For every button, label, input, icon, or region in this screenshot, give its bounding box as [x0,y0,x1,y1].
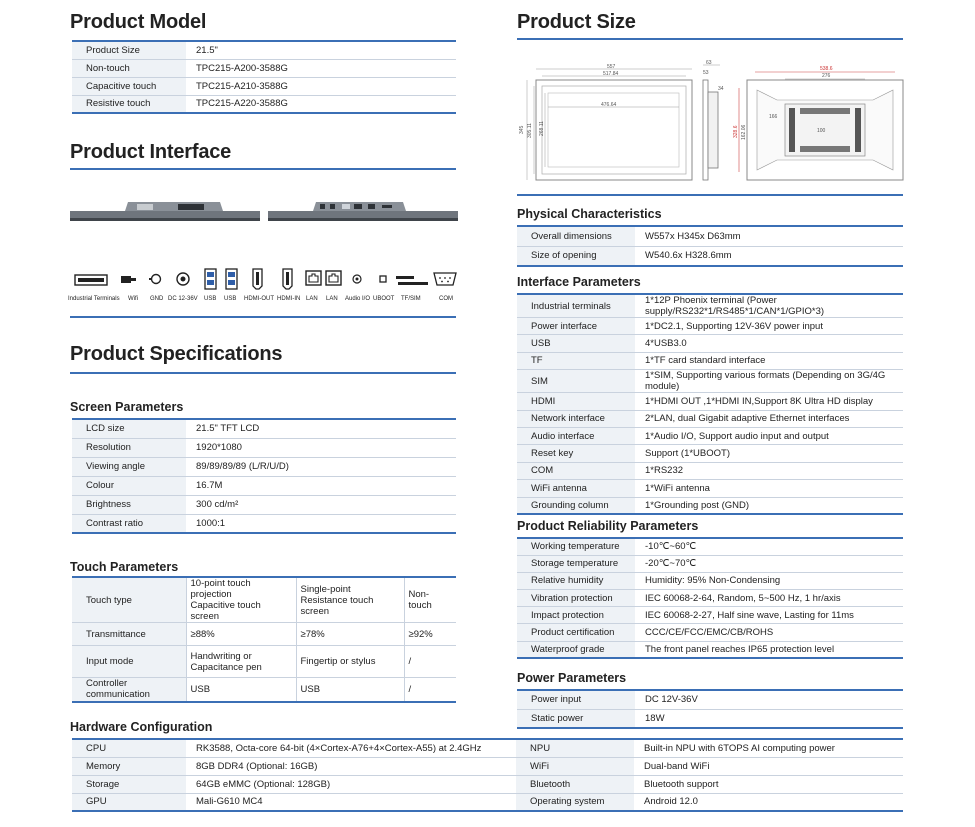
row-value: 8GB DDR4 (Optional: 16GB) [196,760,318,772]
touch-parameters-title: Touch Parameters [70,560,179,574]
table-row [72,59,456,77]
table-row [72,438,456,457]
table-row [72,41,456,59]
svg-text:166: 166 [769,114,778,120]
row-label: GPU [72,793,186,811]
table-row [517,624,903,641]
interface-parameters-table [517,293,903,515]
table-row [517,480,903,497]
device-view-right [268,202,458,221]
svg-text:328.6: 328.6 [733,125,739,138]
row-label: Industrial terminals [517,294,635,318]
com-icon [434,273,456,285]
wifi-antenna-icon [121,276,136,283]
front-view [519,64,692,180]
device-view-left [70,202,260,221]
row-label: SIM [517,370,635,393]
row-value: 16.7M [196,480,223,491]
table-row [72,775,516,793]
row-value: 1920*1080 [196,442,242,453]
row-label: Resistive touch [72,95,186,113]
size-rule-bottom [517,194,903,196]
row-value: USB [296,678,404,702]
row-label: WiFi antenna [517,480,635,497]
row-label: Vibration protection [517,590,635,607]
row-value: 4*USB3.0 [645,338,687,350]
row-label: Storage [72,775,186,793]
row-label: WiFi [516,757,634,775]
row-label: COM [517,462,635,479]
row-value: USB [186,678,296,702]
row-label: Resolution [72,438,186,457]
table-row [72,457,456,476]
interface-rule-bottom [70,316,456,318]
table-row [517,445,903,462]
row-value: TPC215-A210-3588G [196,80,288,92]
specifications-rule [70,372,456,374]
row-label: Operating system [516,793,634,811]
table-row [516,775,903,793]
row-label: Bluetooth [516,775,634,793]
port-label: LAN [326,296,338,302]
row-value: 21.5" TFT LCD [196,423,260,435]
table-row [517,352,903,369]
table-row [517,709,903,728]
screen-parameters-title: Screen Parameters [70,400,184,414]
reliability-parameters-table [517,537,903,659]
row-value: Single-point Resistance touch screen [296,577,404,623]
table-row [517,335,903,352]
row-label: Impact protection [517,607,635,624]
row-value: Android 12.0 [644,796,698,808]
table-row [517,607,903,624]
svg-text:276: 276 [822,73,831,79]
interface-parameters-title: Interface Parameters [517,275,641,289]
gnd-icon [149,275,161,284]
dc-power-icon [177,273,189,285]
power-parameters-table [517,689,903,729]
row-value: -10℃~60℃ [645,541,697,553]
row-value: 1*WiFi antenna [645,482,710,494]
row-label: Non-touch [72,59,186,77]
row-label: Network interface [517,410,635,427]
table-row [516,757,903,775]
table-row [72,95,456,113]
svg-text:538.6: 538.6 [820,66,833,72]
table-row [72,514,456,533]
row-value: RK3588, Octa-core 64-bit (4×Cortex-A76+4×Cortex-A55) at 2.4GHz [196,742,482,754]
row-label: Power input [517,690,635,709]
row-value: 1*Audio I/O, Support audio input and output [645,430,829,442]
table-row [517,226,903,246]
row-label: TF [517,352,635,369]
row-value: 64GB eMMC (Optional: 128GB) [196,778,331,790]
row-label: Product certification [517,624,635,641]
svg-text:268.11: 268.11 [539,121,545,136]
audio-io-icon [353,275,361,283]
row-label: Power interface [517,318,635,335]
row-value: 18W [645,712,665,724]
row-value: Humidity: 95% Non-Condensing [645,575,781,587]
tf-sim-icon [396,276,428,285]
side-view [703,60,724,180]
row-label: NPU [516,739,634,757]
svg-text:100: 100 [817,128,826,134]
port-icon-row [70,266,460,294]
device-bottom-views [70,198,460,226]
port-label: HDMI-OUT [244,296,274,302]
row-label: Memory [72,757,186,775]
row-label: Brightness [72,495,186,514]
port-label: USB [224,296,237,302]
product-size-title: Product Size [517,11,636,33]
row-value: Handwriting or Capacitance pen [186,646,296,678]
table-row [72,623,456,646]
interface-rule-top [70,168,456,170]
port-label: UBOOT [373,296,395,302]
reliability-parameters-title: Product Reliability Parameters [517,519,699,533]
row-label: CPU [72,739,186,757]
table-row [516,793,903,811]
port-label: COM [439,296,453,302]
port-label: USB [204,296,217,302]
row-label: Capacitive touch [72,77,186,95]
table-row [517,294,903,318]
table-row [72,577,456,623]
port-label: GND [150,296,164,302]
uboot-icon [380,276,386,282]
row-value: TPC215-A220-3588G [196,98,288,110]
row-label: Size of opening [517,246,635,266]
row-value: 1*HDMI OUT ,1*HDMI IN,Support 8K Ultra HD display [645,395,873,407]
table-row [72,77,456,95]
table-row [72,646,456,678]
table-row [517,590,903,607]
table-row [72,757,516,775]
table-row [517,246,903,266]
physical-characteristics-table [517,225,903,267]
port-label: Industrial Terminals [68,296,120,302]
svg-text:162.06: 162.06 [741,124,747,140]
table-row [517,641,903,658]
power-parameters-title: Power Parameters [517,671,627,685]
hardware-table-right [516,738,903,812]
screen-parameters-table [72,418,456,534]
table-row [517,497,903,514]
row-label: Overall dimensions [517,226,635,246]
row-value: The front panel reaches IP65 protection level [645,643,835,655]
row-label: Relative humidity [517,572,635,589]
row-label: Grounding column [517,497,635,514]
table-row [72,476,456,495]
row-value: Bluetooth support [644,778,719,790]
product-specifications-title: Product Specifications [70,343,283,365]
row-value: ≥92% [408,628,433,640]
table-row [72,678,456,702]
table-row [517,690,903,709]
product-model-table [72,40,456,114]
lan-icon-1 [306,271,321,285]
usb-icon-1 [205,269,216,289]
row-label: Reset key [517,445,635,462]
hdmi-in-icon [283,269,292,289]
row-value: 1*DC2.1, Supporting 12V-36V power input [645,320,823,332]
touch-parameters-table [72,576,456,703]
row-label: Product Size [72,41,186,59]
table-row [516,739,903,757]
table-row [72,739,516,757]
row-value: / [408,683,412,695]
svg-text:517.84: 517.84 [603,71,619,77]
table-row [72,495,456,514]
row-value: Fingertip or stylus [296,646,404,678]
row-label: Waterproof grade [517,641,635,658]
size-rule-top [517,38,903,40]
row-value: ≥78% [296,623,404,646]
row-value: -20℃~70℃ [645,558,697,570]
row-label: HDMI [517,393,635,410]
table-row [72,419,456,438]
row-value: 1*Grounding post (GND) [645,499,750,511]
row-value: 1*RS232 [645,465,684,477]
row-label: Controller communication [72,678,186,702]
row-value: 10-point touch projection Capacitive touch screen [186,577,296,623]
row-label: Storage temperature [517,555,635,572]
row-value: Support (1*UBOOT) [645,448,730,460]
row-value: W557x H345x D63mm [645,230,741,242]
row-value: Dual-band WiFi [644,760,710,772]
dimension-drawing [517,52,907,192]
row-label: Transmittance [72,623,186,646]
row-value: IEC 60068-2-64, Random, 5~500 Hz, 1 hr/axis [645,592,841,604]
row-label: USB [517,335,635,352]
port-label: TF/SIM [401,296,421,302]
lan-icon-2 [326,271,341,285]
row-value: 300 cd/m² [196,499,239,510]
table-row [517,393,903,410]
row-value: TPC215-A200-3588G [196,62,288,74]
row-value: Built-in NPU with 6TOPS AI computing power [644,742,835,754]
product-model-title: Product Model [70,11,207,33]
table-row [72,793,516,811]
row-value: ≥88% [186,623,296,646]
row-value: W540.6x H328.6mm [645,250,732,262]
svg-text:53: 53 [703,70,709,76]
svg-text:63: 63 [706,60,712,66]
row-value: Mali-G610 MC4 [196,796,263,808]
row-label: Audio interface [517,427,635,444]
row-value: / [408,656,412,667]
svg-text:34: 34 [718,86,724,92]
row-label: Touch type [72,577,186,623]
row-value: CCC/CE/FCC/EMC/CB/ROHS [645,627,774,639]
port-label: LAN [306,296,318,302]
table-row [517,462,903,479]
physical-characteristics-title: Physical Characteristics [517,207,662,221]
port-label: Audio I/O [345,296,371,302]
svg-text:557: 557 [607,64,616,70]
row-label: LCD size [72,419,186,438]
row-label: Colour [72,476,186,495]
hardware-configuration-title: Hardware Configuration [70,720,213,734]
row-value: 2*LAN, dual Gigabit adaptive Ethernet interfaces [645,413,850,425]
row-value: 1*SIM, Supporting various formats (Depending on 3G/4G module) [645,370,886,393]
product-interface-title: Product Interface [70,141,232,163]
table-row [517,427,903,444]
table-row [517,410,903,427]
svg-text:345: 345 [519,125,525,134]
svg-text:305.11: 305.11 [527,123,533,138]
row-label: Input mode [72,646,186,678]
row-value: DC 12V-36V [645,694,698,706]
row-value: 21.5" [196,44,218,56]
table-row [517,555,903,572]
row-value: 1000:1 [196,517,226,529]
row-label: Static power [517,709,635,728]
usb-icon-2 [226,269,237,289]
industrial-terminal-icon [75,275,107,285]
row-value: 1*TF card standard interface [645,355,766,367]
row-value: 89/89/89/89 (L/R/U/D) [196,461,289,472]
hardware-table-left [72,738,516,812]
table-row [517,318,903,335]
back-view [733,66,903,180]
table-row [517,572,903,589]
table-row [517,370,903,393]
row-label: Viewing angle [72,457,186,476]
hdmi-out-icon [253,269,262,289]
port-label: HDMI-IN [277,296,301,302]
svg-text:476.64: 476.64 [601,102,617,108]
row-value: IEC 60068-2-27, Half sine wave, Lasting for 11ms [645,609,854,621]
table-row [517,538,903,555]
row-label: Working temperature [517,538,635,555]
row-value: 1*12P Phoenix terminal (Power supply/RS232*1/RS485*1/CAN*1/GPIO*3) [645,295,825,317]
row-value: Non-touch [408,589,432,611]
port-label: DC 12-36V [168,296,198,302]
row-label: Contrast ratio [72,514,186,533]
port-label: Wifi [128,296,138,302]
